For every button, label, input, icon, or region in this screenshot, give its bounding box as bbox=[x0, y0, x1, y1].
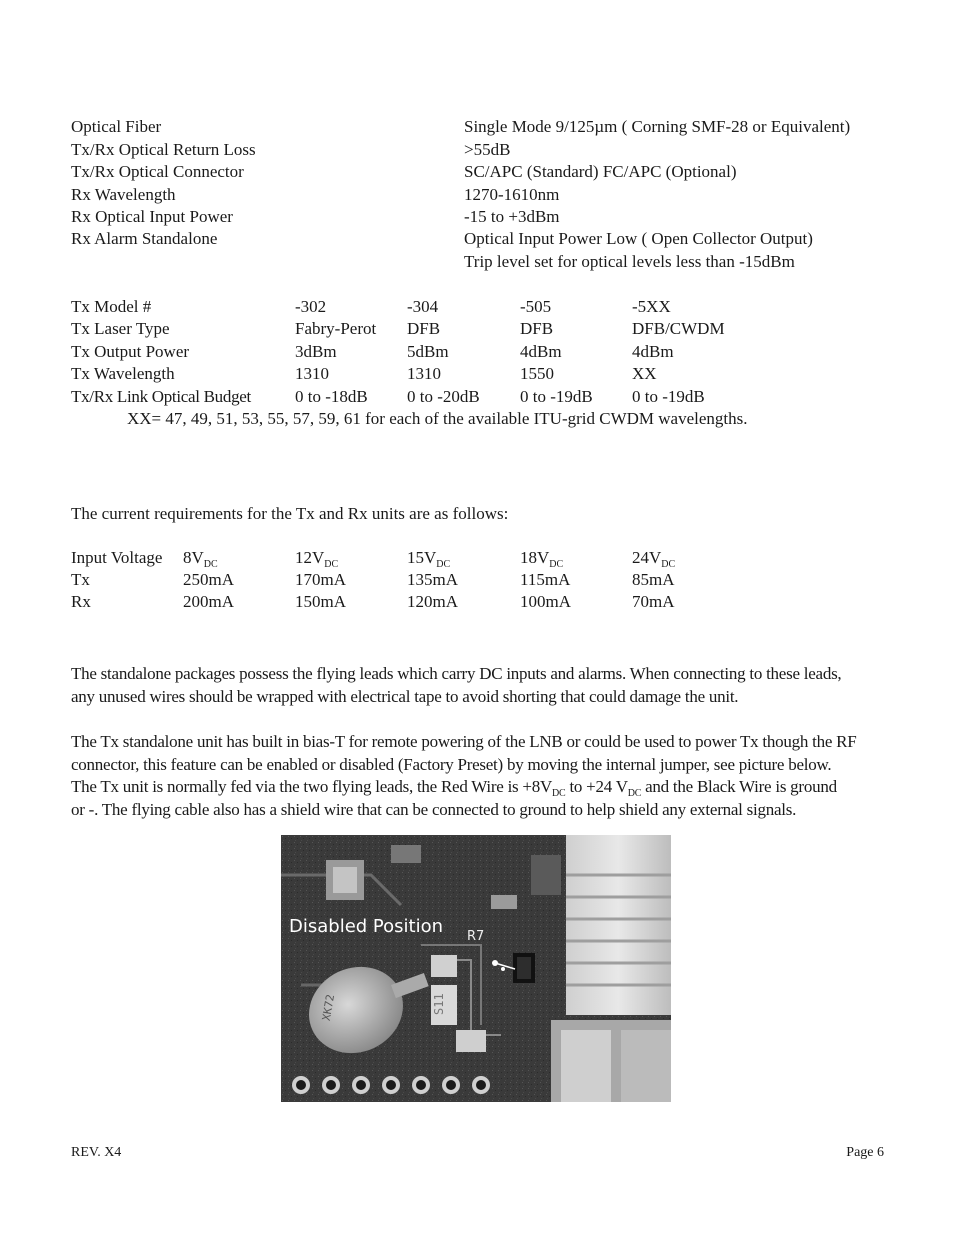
table-cell: 1550 bbox=[520, 364, 554, 383]
table-row bbox=[71, 318, 901, 340]
spec-label: Rx Alarm Standalone bbox=[71, 229, 218, 248]
bias-t-paragraph bbox=[71, 731, 891, 821]
row-label: Rx bbox=[71, 592, 91, 611]
paragraph-line: or -. The flying cable also has a shield wire that can be connected to ground to help shield any external signals. bbox=[71, 799, 797, 819]
table-row bbox=[71, 386, 901, 408]
spec-label: Tx/Rx Optical Connector bbox=[71, 162, 244, 181]
spec-value: Optical Input Power Low ( Open Collector Output) bbox=[464, 229, 813, 248]
table-row bbox=[71, 569, 901, 591]
voltage-header: $15V_{DC}$ bbox=[407, 548, 451, 570]
table-cell: 115mA bbox=[520, 570, 571, 589]
row-label: Tx/Rx Link Optical Budget bbox=[71, 387, 251, 406]
table-cell: 170mA bbox=[295, 570, 346, 589]
spec-label: Optical Fiber bbox=[71, 117, 162, 136]
table-row bbox=[71, 341, 901, 363]
table-row bbox=[71, 363, 901, 385]
table-cell: DFB/CWDM bbox=[632, 319, 725, 338]
table-cell: 1310 bbox=[407, 364, 441, 383]
spec-value: SC/APC (Standard) FC/APC (Optional) bbox=[464, 162, 737, 181]
table-cell: 250mA bbox=[183, 570, 234, 589]
table-row bbox=[71, 591, 901, 613]
spec-row bbox=[71, 251, 901, 273]
table-cell: 4dBm bbox=[520, 342, 562, 361]
svg-text:XK72: XK72 bbox=[319, 993, 338, 1022]
spec-row bbox=[71, 161, 901, 183]
voltage-header: $18V_{DC}$ bbox=[520, 548, 564, 570]
table-cell: 150mA bbox=[295, 592, 346, 611]
table-cell: -304 bbox=[407, 297, 439, 316]
table-cell: 120mA bbox=[407, 592, 458, 611]
revision-label: REV. X4 bbox=[71, 1145, 122, 1160]
page-number: Page 6 bbox=[846, 1145, 884, 1160]
row-label: Tx Wavelength bbox=[71, 364, 175, 383]
table-cell: -5XX bbox=[632, 297, 671, 316]
table-cell: 135mA bbox=[407, 570, 458, 589]
spec-label: Rx Wavelength bbox=[71, 185, 176, 204]
table-cell: 200mA bbox=[183, 592, 234, 611]
voltage-header: $24V_{DC}$ bbox=[632, 548, 676, 570]
table-header-row bbox=[71, 547, 901, 569]
table-cell: 85mA bbox=[632, 570, 675, 589]
row-label: Input Voltage bbox=[71, 548, 163, 567]
spec-row bbox=[71, 139, 901, 161]
table-cell: 5dBm bbox=[407, 342, 449, 361]
board-label-s11: S11 bbox=[432, 993, 446, 1015]
paragraph-line: any unused wires should be wrapped with electrical tape to avoid shorting that could damage the unit. bbox=[71, 686, 739, 706]
spec-value: -15 to +3dBm bbox=[464, 207, 560, 226]
spec-row bbox=[71, 206, 901, 228]
paragraph-line: The Tx standalone unit has built in bias-T for remote powering of the LNB or could be used to power Tx though the RF bbox=[71, 732, 857, 751]
spec-value: >55dB bbox=[464, 140, 511, 159]
table-cell: Fabry-Perot bbox=[295, 319, 377, 338]
table-cell: -505 bbox=[520, 297, 552, 316]
table-note: XX= 47, 49, 51, 53, 55, 57, 59, 61 for each of the available ITU-grid CWDM wavelengths. bbox=[127, 409, 748, 428]
photo-caption: Disabled Position bbox=[289, 916, 444, 937]
row-label: Tx bbox=[71, 570, 90, 589]
spec-row bbox=[71, 228, 901, 250]
paragraph-line: The standalone packages possess the flying leads which carry DC inputs and alarms. When connecting to these leads, bbox=[71, 664, 842, 683]
row-label: Tx Output Power bbox=[71, 342, 190, 361]
spec-label: Rx Optical Input Power bbox=[71, 207, 233, 226]
board-label-r7: R7 bbox=[467, 929, 485, 944]
table-cell: 0 to -20dB bbox=[407, 387, 480, 406]
table-cell: 1310 bbox=[295, 364, 329, 383]
spec-value: 1270-1610nm bbox=[464, 185, 560, 204]
row-label: Tx Model # bbox=[71, 297, 152, 316]
table-cell: XX bbox=[632, 364, 657, 383]
spec-value: Trip level set for optical levels less than -15dBm bbox=[464, 252, 795, 271]
paragraph-line: The Tx unit is normally fed via the two flying leads, the Red Wire is $+8V_{DC}$ to +24 $V_{DC}$ and the Black Wire is ground bbox=[71, 777, 837, 799]
current-intro: The current requirements for the Tx and Rx units are as follows: bbox=[71, 504, 509, 523]
table-cell: 4dBm bbox=[632, 342, 674, 361]
spec-label: Tx/Rx Optical Return Loss bbox=[71, 140, 256, 159]
table-cell: 0 to -19dB bbox=[632, 387, 705, 406]
jumper-photo bbox=[281, 835, 671, 1102]
table-row bbox=[71, 296, 901, 318]
table-cell: -302 bbox=[295, 297, 327, 316]
table-cell: 70mA bbox=[632, 592, 675, 611]
voltage-header: $8V_{DC}$ bbox=[183, 548, 218, 570]
table-cell: 0 to -18dB bbox=[295, 387, 368, 406]
table-cell: 100mA bbox=[520, 592, 571, 611]
spec-row bbox=[71, 184, 901, 206]
paragraph-line: connector, this feature can be enabled or disabled (Factory Preset) by moving the internal jumper, see picture below. bbox=[71, 754, 832, 774]
spec-value: Single Mode 9/125µm ( Corning SMF-28 or Equivalent) bbox=[464, 117, 851, 136]
leads-paragraph bbox=[71, 663, 891, 708]
row-label: Tx Laser Type bbox=[71, 319, 170, 338]
voltage-header: $12V_{DC}$ bbox=[295, 548, 339, 570]
table-cell: 0 to -19dB bbox=[520, 387, 593, 406]
table-cell: DFB bbox=[520, 319, 554, 338]
table-cell: DFB bbox=[407, 319, 441, 338]
table-cell: 3dBm bbox=[295, 342, 337, 361]
spec-row bbox=[71, 116, 901, 138]
